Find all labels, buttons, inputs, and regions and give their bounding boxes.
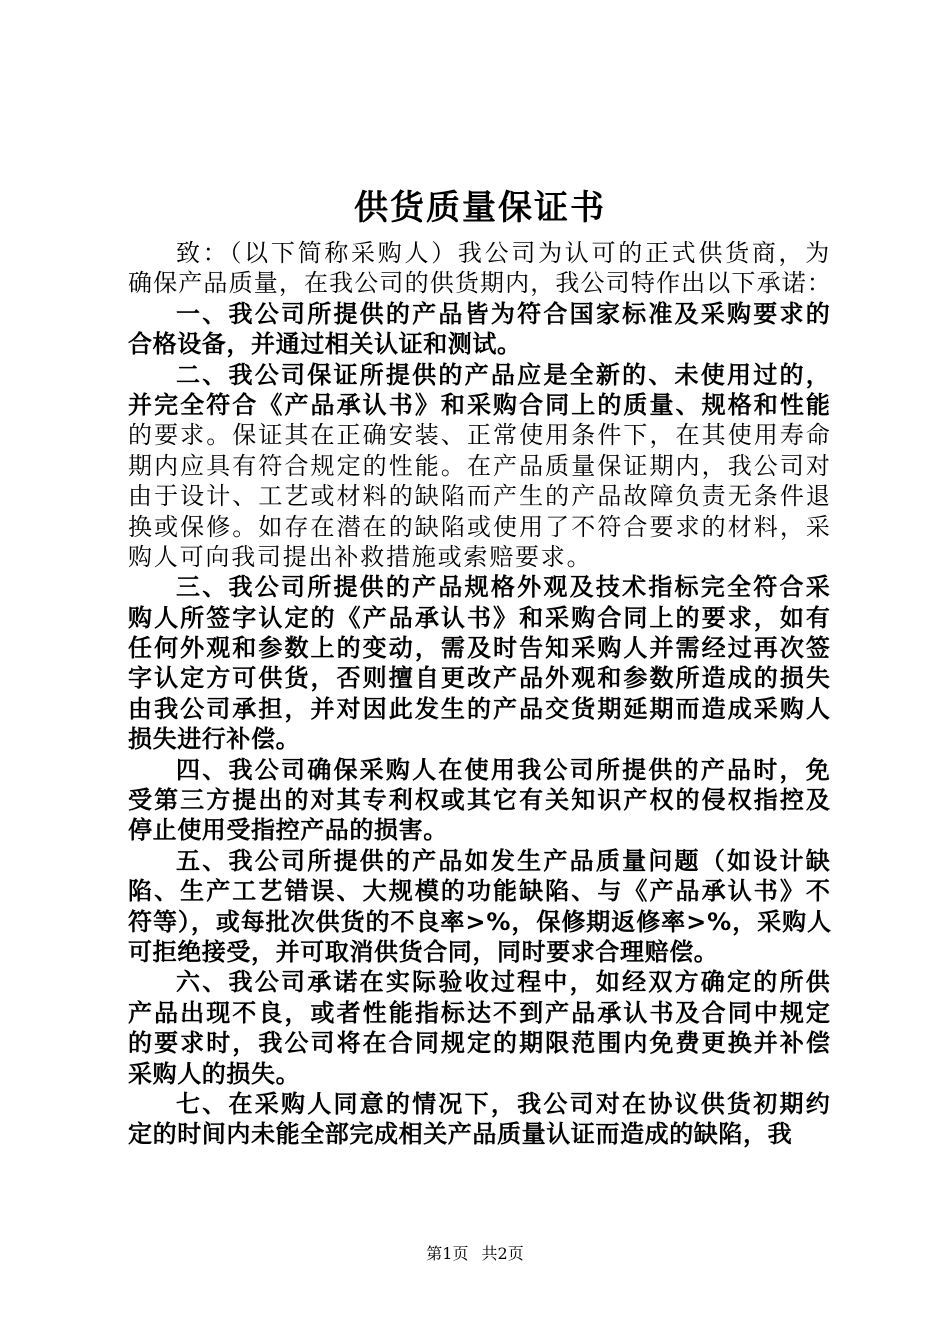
body-line: 字认定方可供货，否则擅自更改产品外观和参数所造成的损失 xyxy=(128,664,832,693)
body-line: 定的时间内未能全部完成相关产品质量认证而造成的缺陷，我 xyxy=(128,1120,793,1149)
page-total: 共2页 xyxy=(481,1244,524,1263)
page-number: 第1页 xyxy=(426,1244,469,1263)
body-line: 损失进行补偿。 xyxy=(128,725,301,754)
body-line: 一、我公司所提供的产品皆为符合国家标准及采购要求的 xyxy=(176,299,832,328)
body-line: 由我公司承担，并对因此发生的产品交货期延期而造成采购人 xyxy=(128,694,832,723)
body-line: 期内应具有符合规定的性能。在产品质量保证期内，我公司对 xyxy=(128,451,832,480)
body-line: 三、我公司所提供的产品规格外观及技术指标完全符合采 xyxy=(176,573,832,602)
page-footer xyxy=(0,1243,950,1265)
body-line: 换或保修。如存在潜在的缺陷或使用了不符合要求的材料，采 xyxy=(128,512,832,541)
body-line: 采购人的损失。 xyxy=(128,1059,301,1088)
body-line: 二、我公司保证所提供的产品应是全新的、未使用过的， xyxy=(176,360,832,389)
body-line: 产品出现不良，或者性能指标达不到产品承认书及合同中规定 xyxy=(128,998,832,1027)
body-line: 购人所签字认定的《产品承认书》和采购合同上的要求，如有 xyxy=(128,603,832,632)
body-line: 符等），或每批次供货的不良率>%，保修期返修率>%，采购人 xyxy=(128,907,832,936)
document-body xyxy=(128,238,832,1150)
body-line: 任何外观和参数上的变动，需及时告知采购人并需经过再次签 xyxy=(128,634,832,663)
body-line: 由于设计、工艺或材料的缺陷而产生的产品故障负责无条件退 xyxy=(128,482,832,511)
body-line: 购人可向我司提出补救措施或索赔要求。 xyxy=(128,542,593,571)
body-line: 停止使用受指控产品的损害。 xyxy=(128,816,448,845)
body-line: 确保产品质量，在我公司的供货期内，我公司特作出以下承诺： xyxy=(128,269,832,298)
body-line: 五、我公司所提供的产品如发生产品质量问题（如设计缺 xyxy=(176,846,832,875)
body-line: 合格设备，并通过相关认证和测试。 xyxy=(128,330,522,359)
document-title: 供货质量保证书 xyxy=(354,188,606,228)
body-line: 可拒绝接受，并可取消供货合同，同时要求合理赔偿。 xyxy=(128,937,719,966)
body-line: 的要求时，我公司将在合同规定的期限范围内免费更换并补偿 xyxy=(128,1029,832,1058)
body-line: 并完全符合《产品承认书》和采购合同上的质量、规格和性能 xyxy=(128,390,832,419)
body-line: 的要求。保证其在正确安装、正常使用条件下，在其使用寿命 xyxy=(128,421,832,450)
body-line: 致：（以下简称采购人）我公司为认可的正式供货商，为 xyxy=(176,239,832,267)
body-line: 六、我公司承诺在实际验收过程中，如经双方确定的所供 xyxy=(176,968,832,997)
body-line: 四、我公司确保采购人在使用我公司所提供的产品时，免 xyxy=(176,755,832,784)
body-line: 陷、生产工艺错误、大规模的功能缺陷、与《产品承认书》不 xyxy=(128,877,832,906)
body-line: 受第三方提出的对其专利权或其它有关知识产权的侵权指控及 xyxy=(128,786,832,815)
body-line: 七、在采购人同意的情况下，我公司对在协议供货初期约 xyxy=(176,1089,832,1118)
